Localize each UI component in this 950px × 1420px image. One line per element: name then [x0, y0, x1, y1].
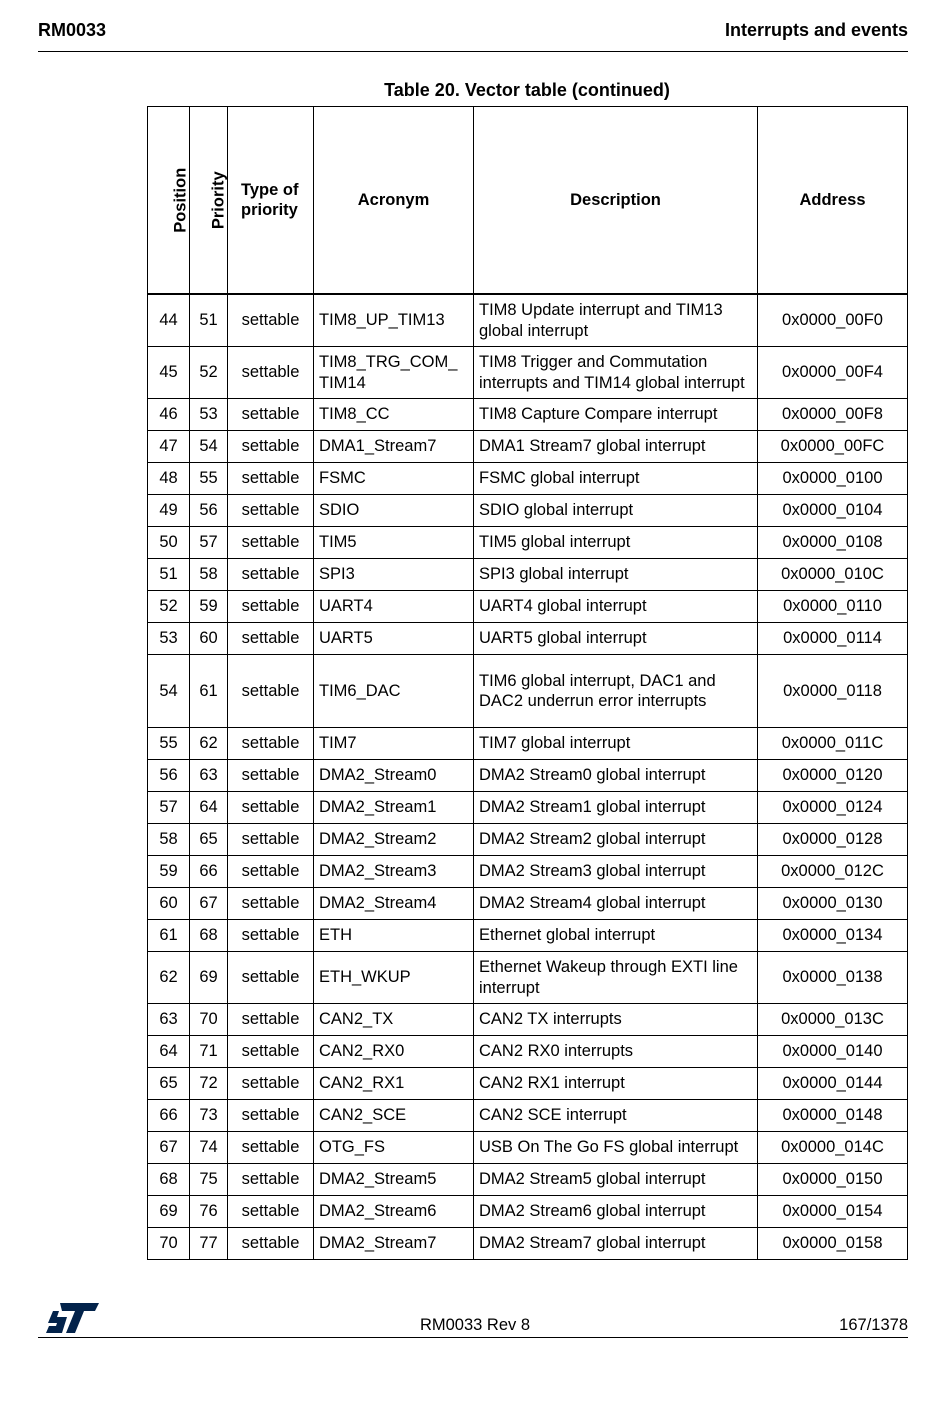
- cell-priority: 74: [190, 1132, 228, 1164]
- table-row: [148, 1132, 908, 1164]
- cell-priority: 72: [190, 1068, 228, 1100]
- cell-acronym: OTG_FS: [314, 1132, 474, 1164]
- cell-address: 0x0000_0150: [758, 1164, 908, 1196]
- table-row: [148, 431, 908, 463]
- vector-table: [147, 106, 908, 1260]
- cell-address: 0x0000_0100: [758, 463, 908, 495]
- cell-description: DMA2 Stream2 global interrupt: [474, 824, 758, 856]
- cell-acronym: TIM7: [314, 728, 474, 760]
- cell-address: 0x0000_00F8: [758, 399, 908, 431]
- col-header-priority: Priority: [190, 107, 228, 295]
- cell-priority: 61: [190, 655, 228, 728]
- cell-description: DMA1 Stream7 global interrupt: [474, 431, 758, 463]
- cell-acronym: TIM6_DAC: [314, 655, 474, 728]
- cell-type: settable: [228, 1132, 314, 1164]
- cell-description: Ethernet Wakeup through EXTI line interrupt: [474, 952, 758, 1004]
- document-id: RM0033: [38, 20, 107, 40]
- cell-description: CAN2 SCE interrupt: [474, 1100, 758, 1132]
- cell-address: 0x0000_0134: [758, 920, 908, 952]
- cell-position: 59: [148, 856, 190, 888]
- cell-description: FSMC global interrupt: [474, 463, 758, 495]
- cell-description: TIM8 Capture Compare interrupt: [474, 399, 758, 431]
- table-row: [148, 1036, 908, 1068]
- cell-priority: 64: [190, 792, 228, 824]
- cell-priority: 73: [190, 1100, 228, 1132]
- cell-position: 56: [148, 760, 190, 792]
- cell-priority: 57: [190, 527, 228, 559]
- cell-description: USB On The Go FS global interrupt: [474, 1132, 758, 1164]
- cell-description: TIM8 Trigger and Commutation interrupts and TIM14 global interrupt: [474, 347, 758, 399]
- table-row: [148, 591, 908, 623]
- cell-priority: 60: [190, 623, 228, 655]
- table-row: [148, 760, 908, 792]
- cell-type: settable: [228, 856, 314, 888]
- cell-priority: 75: [190, 1164, 228, 1196]
- cell-priority: 59: [190, 591, 228, 623]
- cell-priority: 66: [190, 856, 228, 888]
- cell-address: 0x0000_0144: [758, 1068, 908, 1100]
- cell-address: 0x0000_012C: [758, 856, 908, 888]
- cell-position: 44: [148, 294, 190, 347]
- cell-priority: 63: [190, 760, 228, 792]
- cell-priority: 77: [190, 1228, 228, 1260]
- cell-type: settable: [228, 591, 314, 623]
- cell-priority: 67: [190, 888, 228, 920]
- cell-description: CAN2 RX0 interrupts: [474, 1036, 758, 1068]
- cell-priority: 55: [190, 463, 228, 495]
- cell-type: settable: [228, 728, 314, 760]
- cell-acronym: FSMC: [314, 463, 474, 495]
- table-row: [148, 463, 908, 495]
- table-row: [148, 1004, 908, 1036]
- table-row: [148, 920, 908, 952]
- cell-address: 0x0000_0130: [758, 888, 908, 920]
- cell-address: 0x0000_0138: [758, 952, 908, 1004]
- cell-type: settable: [228, 952, 314, 1004]
- cell-position: 61: [148, 920, 190, 952]
- cell-priority: 68: [190, 920, 228, 952]
- cell-priority: 70: [190, 1004, 228, 1036]
- cell-address: 0x0000_0110: [758, 591, 908, 623]
- cell-acronym: CAN2_SCE: [314, 1100, 474, 1132]
- section-title: Interrupts and events: [724, 20, 908, 40]
- cell-acronym: ETH_WKUP: [314, 952, 474, 1004]
- cell-priority: 65: [190, 824, 228, 856]
- table-row: [148, 1100, 908, 1132]
- cell-position: 50: [148, 527, 190, 559]
- cell-acronym: DMA2_Stream1: [314, 792, 474, 824]
- cell-address: 0x0000_0128: [758, 824, 908, 856]
- cell-address: 0x0000_014C: [758, 1132, 908, 1164]
- cell-address: 0x0000_011C: [758, 728, 908, 760]
- cell-acronym: CAN2_RX0: [314, 1036, 474, 1068]
- cell-position: 46: [148, 399, 190, 431]
- cell-acronym: DMA2_Stream5: [314, 1164, 474, 1196]
- cell-description: TIM8 Update interrupt and TIM13 global interrupt: [474, 294, 758, 347]
- cell-address: 0x0000_0120: [758, 760, 908, 792]
- table-row: [148, 495, 908, 527]
- cell-position: 57: [148, 792, 190, 824]
- cell-description: UART4 global interrupt: [474, 591, 758, 623]
- cell-position: 55: [148, 728, 190, 760]
- cell-type: settable: [228, 559, 314, 591]
- table-row: [148, 1068, 908, 1100]
- cell-description: DMA2 Stream6 global interrupt: [474, 1196, 758, 1228]
- cell-description: TIM6 global interrupt, DAC1 and DAC2 underrun error interrupts: [474, 655, 758, 728]
- table-row: [148, 888, 908, 920]
- cell-address: 0x0000_0114: [758, 623, 908, 655]
- cell-type: settable: [228, 1004, 314, 1036]
- table-row: [148, 728, 908, 760]
- cell-position: 52: [148, 591, 190, 623]
- cell-acronym: DMA2_Stream4: [314, 888, 474, 920]
- cell-description: CAN2 TX interrupts: [474, 1004, 758, 1036]
- cell-position: 65: [148, 1068, 190, 1100]
- cell-priority: 58: [190, 559, 228, 591]
- cell-priority: 62: [190, 728, 228, 760]
- cell-priority: 54: [190, 431, 228, 463]
- cell-position: 70: [148, 1228, 190, 1260]
- cell-acronym: CAN2_RX1: [314, 1068, 474, 1100]
- cell-description: DMA2 Stream4 global interrupt: [474, 888, 758, 920]
- table-row: [148, 655, 908, 728]
- table-header-row: [148, 107, 908, 295]
- table-caption: Table 20. Vector table (continued): [384, 80, 670, 100]
- footer-revision: RM0033 Rev 8: [419, 1316, 531, 1334]
- cell-type: settable: [228, 294, 314, 347]
- cell-type: settable: [228, 792, 314, 824]
- cell-position: 51: [148, 559, 190, 591]
- cell-description: CAN2 RX1 interrupt: [474, 1068, 758, 1100]
- cell-position: 58: [148, 824, 190, 856]
- cell-description: Ethernet global interrupt: [474, 920, 758, 952]
- cell-type: settable: [228, 1164, 314, 1196]
- cell-address: 0x0000_0140: [758, 1036, 908, 1068]
- cell-position: 48: [148, 463, 190, 495]
- cell-acronym: DMA2_Stream6: [314, 1196, 474, 1228]
- cell-description: DMA2 Stream0 global interrupt: [474, 760, 758, 792]
- table-row: [148, 623, 908, 655]
- cell-priority: 69: [190, 952, 228, 1004]
- cell-acronym: DMA2_Stream7: [314, 1228, 474, 1260]
- cell-type: settable: [228, 920, 314, 952]
- cell-description: SPI3 global interrupt: [474, 559, 758, 591]
- col-header-description: Description: [474, 107, 758, 295]
- cell-type: settable: [228, 1196, 314, 1228]
- cell-description: SDIO global interrupt: [474, 495, 758, 527]
- cell-acronym: SPI3: [314, 559, 474, 591]
- cell-description: TIM7 global interrupt: [474, 728, 758, 760]
- cell-priority: 76: [190, 1196, 228, 1228]
- cell-position: 64: [148, 1036, 190, 1068]
- cell-priority: 56: [190, 495, 228, 527]
- table-row: [148, 559, 908, 591]
- table-row: [148, 399, 908, 431]
- cell-position: 47: [148, 431, 190, 463]
- cell-priority: 51: [190, 294, 228, 347]
- col-header-position: Position: [148, 107, 190, 295]
- cell-description: DMA2 Stream5 global interrupt: [474, 1164, 758, 1196]
- cell-acronym: SDIO: [314, 495, 474, 527]
- cell-acronym: DMA2_Stream2: [314, 824, 474, 856]
- cell-type: settable: [228, 1036, 314, 1068]
- cell-position: 62: [148, 952, 190, 1004]
- cell-acronym: DMA2_Stream3: [314, 856, 474, 888]
- cell-acronym: TIM8_UP_TIM13: [314, 294, 474, 347]
- cell-position: 69: [148, 1196, 190, 1228]
- cell-type: settable: [228, 623, 314, 655]
- table-row: [148, 1196, 908, 1228]
- table-row: [148, 1164, 908, 1196]
- cell-acronym: DMA1_Stream7: [314, 431, 474, 463]
- cell-type: settable: [228, 760, 314, 792]
- cell-address: 0x0000_0118: [758, 655, 908, 728]
- cell-type: settable: [228, 347, 314, 399]
- cell-address: 0x0000_0108: [758, 527, 908, 559]
- cell-priority: 71: [190, 1036, 228, 1068]
- cell-type: settable: [228, 431, 314, 463]
- table-row: [148, 347, 908, 399]
- cell-description: TIM5 global interrupt: [474, 527, 758, 559]
- cell-position: 66: [148, 1100, 190, 1132]
- table-row: [148, 527, 908, 559]
- cell-type: settable: [228, 1100, 314, 1132]
- cell-acronym: TIM8_TRG_COM_ TIM14: [314, 347, 474, 399]
- cell-position: 60: [148, 888, 190, 920]
- cell-type: settable: [228, 1228, 314, 1260]
- col-header-acronym: Acronym: [314, 107, 474, 295]
- cell-address: 0x0000_0154: [758, 1196, 908, 1228]
- cell-description: DMA2 Stream7 global interrupt: [474, 1228, 758, 1260]
- cell-acronym: ETH: [314, 920, 474, 952]
- cell-acronym: TIM5: [314, 527, 474, 559]
- cell-type: settable: [228, 399, 314, 431]
- cell-position: 54: [148, 655, 190, 728]
- cell-priority: 52: [190, 347, 228, 399]
- col-header-type: Type of priority: [228, 107, 314, 295]
- cell-acronym: UART5: [314, 623, 474, 655]
- footer-rule: [38, 1337, 908, 1338]
- cell-position: 53: [148, 623, 190, 655]
- cell-address: 0x0000_00FC: [758, 431, 908, 463]
- cell-type: settable: [228, 495, 314, 527]
- table-row: [148, 952, 908, 1004]
- cell-address: 0x0000_0158: [758, 1228, 908, 1260]
- col-header-address: Address: [758, 107, 908, 295]
- header-rule: [38, 51, 908, 52]
- cell-type: settable: [228, 824, 314, 856]
- cell-acronym: CAN2_TX: [314, 1004, 474, 1036]
- cell-address: 0x0000_0124: [758, 792, 908, 824]
- cell-description: DMA2 Stream1 global interrupt: [474, 792, 758, 824]
- cell-type: settable: [228, 463, 314, 495]
- cell-acronym: DMA2_Stream0: [314, 760, 474, 792]
- cell-address: 0x0000_010C: [758, 559, 908, 591]
- cell-address: 0x0000_00F4: [758, 347, 908, 399]
- cell-type: settable: [228, 527, 314, 559]
- cell-type: settable: [228, 655, 314, 728]
- cell-type: settable: [228, 1068, 314, 1100]
- cell-position: 63: [148, 1004, 190, 1036]
- table-row: [148, 792, 908, 824]
- cell-position: 45: [148, 347, 190, 399]
- cell-position: 49: [148, 495, 190, 527]
- cell-description: DMA2 Stream3 global interrupt: [474, 856, 758, 888]
- table-row: [148, 294, 908, 347]
- cell-position: 67: [148, 1132, 190, 1164]
- cell-address: 0x0000_013C: [758, 1004, 908, 1036]
- table-row: [148, 824, 908, 856]
- table-row: [148, 1228, 908, 1260]
- cell-address: 0x0000_0148: [758, 1100, 908, 1132]
- table-row: [148, 856, 908, 888]
- cell-acronym: UART4: [314, 591, 474, 623]
- cell-acronym: TIM8_CC: [314, 399, 474, 431]
- cell-priority: 53: [190, 399, 228, 431]
- page-number: 167/1378: [839, 1316, 908, 1334]
- cell-address: 0x0000_0104: [758, 495, 908, 527]
- cell-position: 68: [148, 1164, 190, 1196]
- cell-description: UART5 global interrupt: [474, 623, 758, 655]
- cell-address: 0x0000_00F0: [758, 294, 908, 347]
- cell-type: settable: [228, 888, 314, 920]
